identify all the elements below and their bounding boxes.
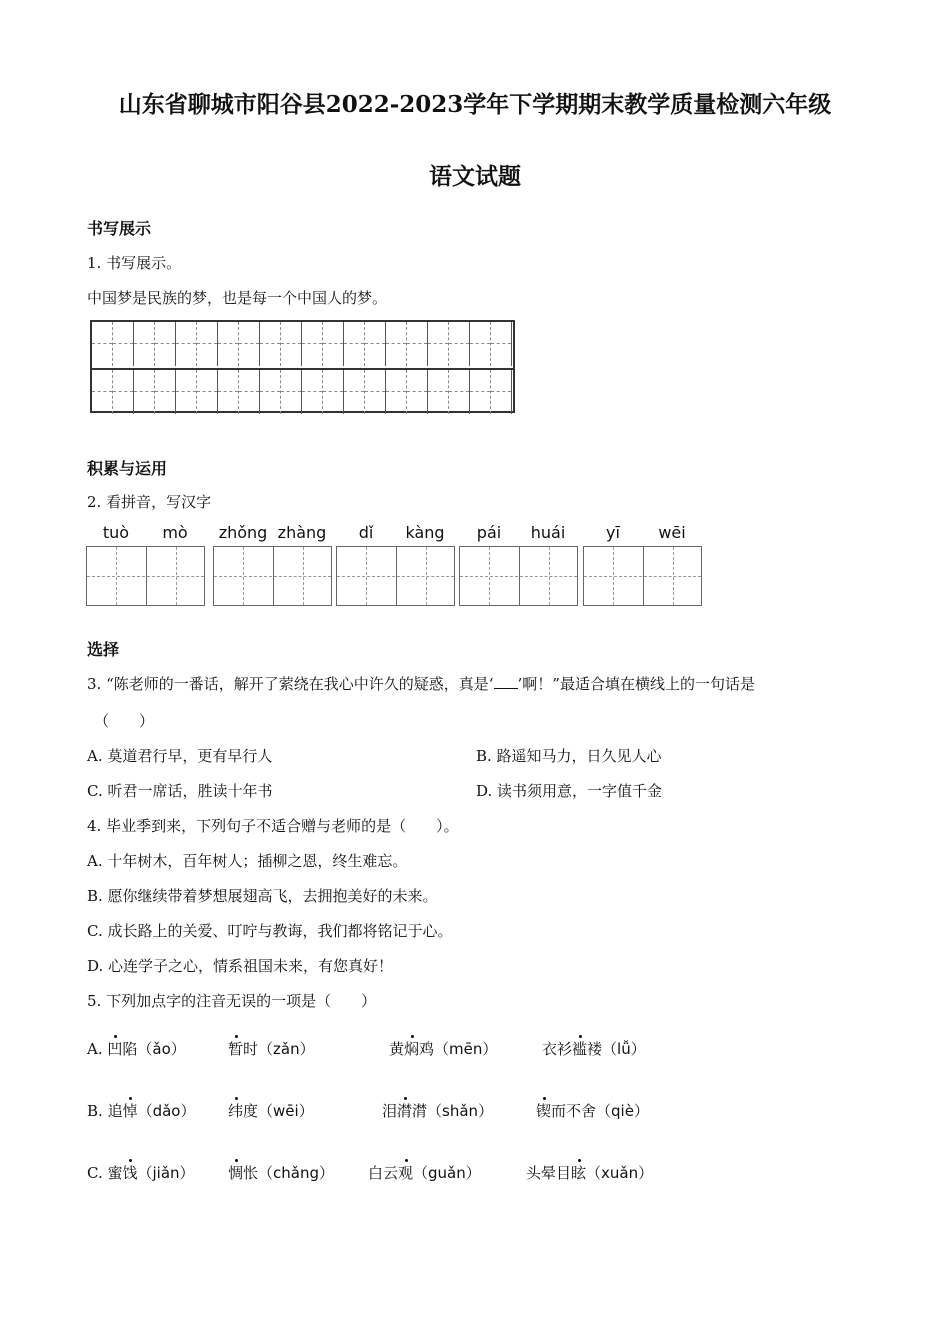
question-4-option-c[interactable]: C. 成长路上的关爱、叮咛与教诲，我们都将铭记于心。 (87, 922, 453, 940)
question-5-option-c[interactable]: C. 蜜饯（jiǎn） (87, 1164, 195, 1182)
writing-cell[interactable] (428, 322, 449, 366)
writing-cell[interactable] (92, 370, 113, 414)
writing-cell[interactable] (281, 370, 302, 414)
writing-cell[interactable] (470, 322, 491, 366)
section-heading-accumulation: 积累与运用 (87, 459, 168, 478)
writing-cell[interactable] (407, 370, 428, 414)
writing-cell[interactable] (197, 322, 218, 366)
question-4-stem: 4. 毕业季到来，下列句子不适合赠与老师的是（ ）。 (87, 817, 459, 835)
writing-cell[interactable] (239, 322, 260, 366)
pinyin-label: pái (476, 523, 502, 542)
question-3-stem-part1: 3. “陈老师的一番话，解开了萦绕在我心中许久的疑惑，真是‘ (87, 675, 494, 693)
pinyin-label: mò (162, 523, 188, 542)
question-3-option-a[interactable]: A. 莫道君行早，更有早行人 (87, 747, 273, 765)
writing-cell[interactable] (302, 370, 323, 414)
writing-cell[interactable] (428, 370, 449, 414)
writing-grid[interactable] (90, 320, 515, 413)
writing-cell[interactable] (323, 370, 344, 414)
page-title: 山东省聊城市阳谷县2022-2023学年下学期期末教学质量检测六年级 (118, 91, 832, 118)
question-5-option-b[interactable]: B. 追悼（dǎo） (87, 1102, 196, 1120)
question-5-item: 纬度（wēi） (228, 1102, 314, 1120)
writing-grid-row (92, 368, 513, 414)
pinyin-label: wēi (658, 523, 686, 542)
question-1-stem: 1. 书写展示。 (87, 254, 182, 272)
writing-cell[interactable] (113, 370, 134, 414)
writing-cell[interactable] (344, 370, 365, 414)
question-3-stem-part2: ’啊！”最适合填在横线上的一句话是 (517, 675, 755, 693)
writing-cell[interactable] (92, 322, 113, 366)
writing-cell[interactable] (134, 322, 155, 366)
question-5-item: 惆怅（chǎng） (228, 1164, 335, 1182)
pinyin-answer-box[interactable] (459, 546, 578, 606)
question-5-item: 头晕目眩（xuǎn） (526, 1164, 654, 1182)
question-5-item: 黄焖鸡（mēn） (389, 1040, 498, 1058)
writing-cell[interactable] (386, 370, 407, 414)
writing-cell[interactable] (491, 370, 512, 414)
writing-cell[interactable] (176, 322, 197, 366)
answer-paren[interactable]: （ ） (94, 712, 155, 730)
writing-cell[interactable] (176, 370, 197, 414)
writing-cell[interactable] (407, 322, 428, 366)
writing-cell[interactable] (470, 370, 491, 414)
question-2-stem: 2. 看拼音，写汉字 (87, 493, 212, 511)
writing-cell[interactable] (260, 370, 281, 414)
question-1-text: 中国梦是民族的梦，也是每一个中国人的梦。 (87, 289, 388, 307)
writing-cell[interactable] (323, 322, 344, 366)
writing-cell[interactable] (218, 322, 239, 366)
question-5-item: 衣衫褴褛（lǚ） (542, 1040, 646, 1058)
question-5-item: 暂时（zǎn） (228, 1040, 315, 1058)
pinyin-label: dǐ (358, 523, 374, 542)
pinyin-answer-box[interactable] (583, 546, 702, 606)
writing-cell[interactable] (491, 322, 512, 366)
page-subtitle: 语文试题 (429, 163, 521, 190)
writing-cell[interactable] (344, 322, 365, 366)
writing-cell[interactable] (260, 322, 281, 366)
pinyin-label: yī (606, 523, 620, 542)
question-3-stem (87, 673, 755, 694)
writing-cell[interactable] (386, 322, 407, 366)
section-heading-writing: 书写展示 (87, 219, 152, 238)
writing-cell[interactable] (449, 370, 470, 414)
question-3-option-d[interactable]: D. 读书须用意，一字值千金 (476, 782, 663, 800)
question-5-option-a[interactable]: A. 凹陷（ǎo） (87, 1040, 186, 1058)
section-heading-choice: 选择 (87, 640, 120, 659)
writing-grid-row (92, 322, 513, 366)
question-5-stem: 5. 下列加点字的注音无误的一项是（ ） (87, 992, 377, 1010)
pinyin-label: tuò (102, 523, 130, 542)
writing-cell[interactable] (155, 322, 176, 366)
pinyin-answer-box[interactable] (86, 546, 205, 606)
question-3-option-c[interactable]: C. 听君一席话，胜读十年书 (87, 782, 273, 800)
question-3-option-b[interactable]: B. 路遥知马力，日久见人心 (476, 747, 662, 765)
pinyin-label: zhǒng (218, 523, 268, 542)
writing-cell[interactable] (239, 370, 260, 414)
writing-cell[interactable] (281, 322, 302, 366)
question-5-item: 白云观（guǎn） (368, 1164, 481, 1182)
writing-cell[interactable] (218, 370, 239, 414)
writing-cell[interactable] (449, 322, 470, 366)
question-4-option-a[interactable]: A. 十年树木，百年树人；插柳之恩，终生难忘。 (87, 852, 408, 870)
answer-blank[interactable] (494, 674, 518, 689)
question-4-option-d[interactable]: D. 心连学子之心，情系祖国未来，有您真好！ (87, 957, 394, 975)
writing-cell[interactable] (113, 322, 134, 366)
question-4-option-b[interactable]: B. 愿你继续带着梦想展翅高飞，去拥抱美好的未来。 (87, 887, 438, 905)
writing-cell[interactable] (302, 322, 323, 366)
writing-cell[interactable] (134, 370, 155, 414)
question-5-item: 泪潸潸（shǎn） (382, 1102, 494, 1120)
question-5-item: 锲而不舍（qiè） (536, 1102, 649, 1120)
writing-cell[interactable] (365, 322, 386, 366)
pinyin-label: zhàng (277, 523, 327, 542)
pinyin-answer-box[interactable] (213, 546, 332, 606)
writing-cell[interactable] (155, 370, 176, 414)
writing-cell[interactable] (365, 370, 386, 414)
writing-cell[interactable] (197, 370, 218, 414)
pinyin-label: huái (530, 523, 566, 542)
pinyin-label: kàng (405, 523, 445, 542)
pinyin-answer-box[interactable] (336, 546, 455, 606)
